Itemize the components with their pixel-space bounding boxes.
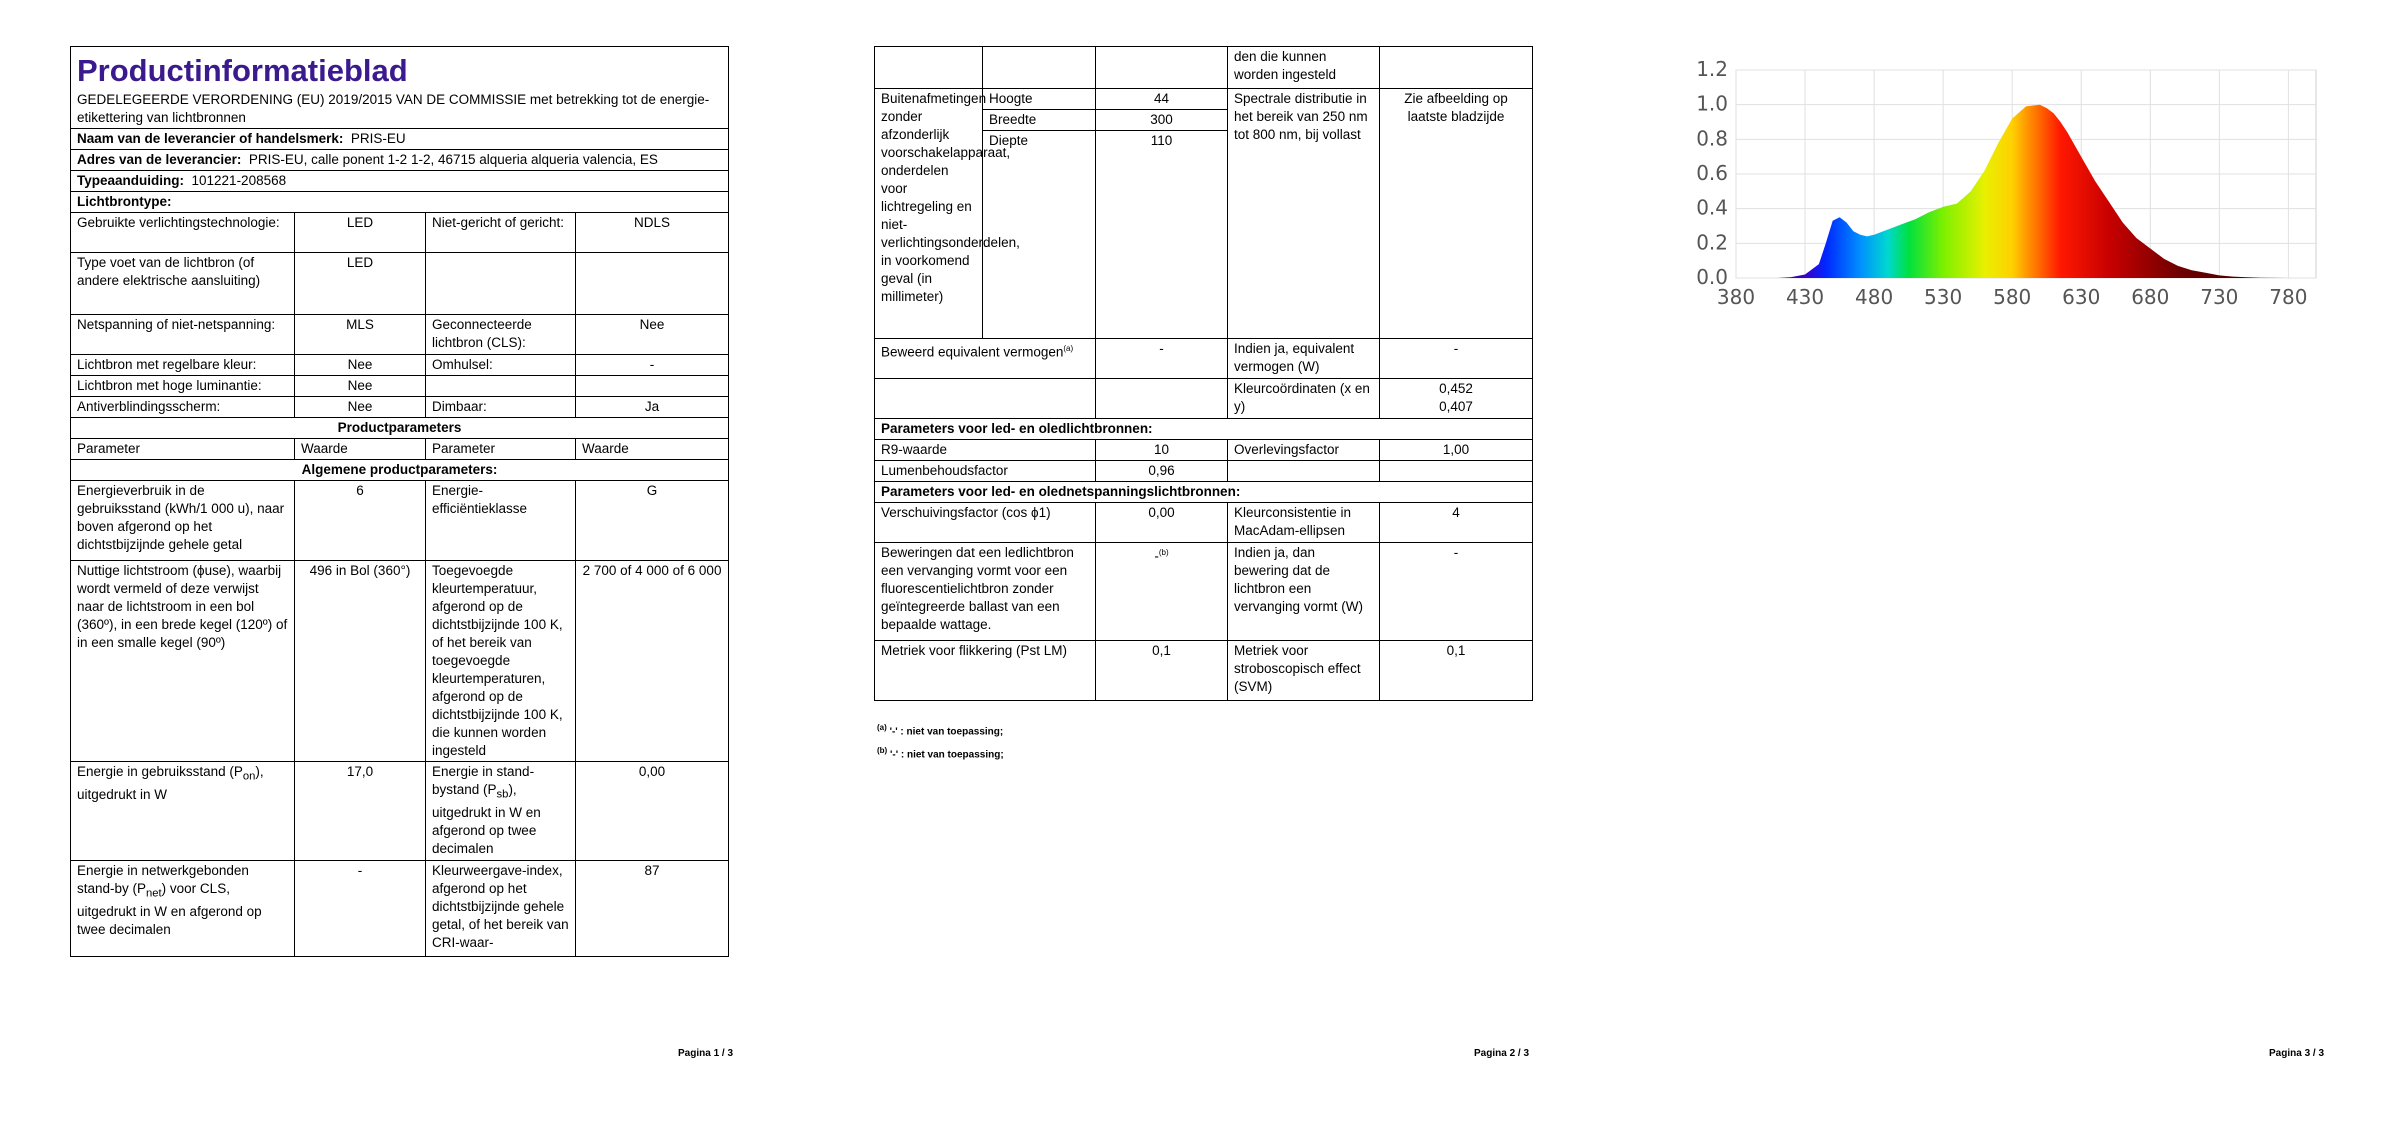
dimmable-value: Ja <box>576 397 729 418</box>
claim-label-text: Beweerd equivalent vermogen <box>881 344 1064 360</box>
psb-label-text: ), uitgedrukt in W en afgerond op twee decimalen <box>432 782 541 856</box>
survival-value: 1,00 <box>1380 440 1533 461</box>
address-value: PRIS-EU, calle ponent 1-2 1-2, 46715 alqueria alqueria valencia, ES <box>248 152 658 167</box>
pnet-label <box>71 861 295 957</box>
tech-label: Gebruikte verlichtingstechnologie: <box>71 213 295 253</box>
colour-label: Lichtbron met regelbare kleur: <box>71 355 295 376</box>
psb-value: 0,00 <box>576 762 729 861</box>
depth-value: 110 <box>1096 131 1228 339</box>
x-tick-label: 680 <box>2131 285 2170 309</box>
x-tick-label: 730 <box>2200 285 2239 309</box>
flicker-value: 0,1 <box>1096 641 1228 701</box>
footnote-b <box>877 741 1004 764</box>
cri-continued-text: den die kunnen worden ingesteld <box>1228 47 1380 89</box>
product-params-header: Productparameters <box>71 418 729 439</box>
x-tick-label: 380 <box>1716 285 1756 309</box>
empty-cell <box>875 379 1096 419</box>
col-value: Waarde <box>295 439 426 460</box>
empty-cell <box>983 47 1096 89</box>
empty-cell <box>1380 461 1533 482</box>
empty-cell <box>1096 379 1228 419</box>
pon-value: 17,0 <box>295 762 426 861</box>
page-2 <box>794 0 1588 1123</box>
lumen-label: Lumenbehoudsfactor <box>875 461 1096 482</box>
psb-label <box>426 762 576 861</box>
footnote-a-text: '-' : niet van toepassing; <box>889 726 1004 738</box>
col-param: Parameter <box>71 439 295 460</box>
type-value: 101221-208568 <box>191 173 287 188</box>
pon-label-text: Energie in gebruiksstand (P <box>77 764 243 779</box>
replace-yes-value: - <box>1380 543 1533 641</box>
supplier-row <box>71 129 729 150</box>
x-tick-label: 780 <box>2269 285 2308 309</box>
claim-value: - <box>1096 339 1228 379</box>
x-tick-label: 430 <box>1785 285 1825 309</box>
empty-cell <box>426 376 576 397</box>
envelope-value: - <box>576 355 729 376</box>
y-tick-label: 0.6 <box>1696 161 1728 185</box>
empty-cell <box>576 376 729 397</box>
highlum-value: Nee <box>295 376 426 397</box>
cct-value: 2 700 of 4 000 of 6 000 <box>576 561 729 762</box>
col-param: Parameter <box>426 439 576 460</box>
spectrum-area <box>1736 105 2288 278</box>
x-tick-label: 580 <box>1993 285 2032 309</box>
eeclass-value: G <box>576 481 729 561</box>
pnet-label-text: ) voor CLS, uitgedrukt in W en afgerond op twee decimalen <box>77 881 262 937</box>
claim-footnote-ref: (a) <box>1063 344 1074 353</box>
supplier-value: PRIS-EU <box>350 131 406 146</box>
y-tick-label: 0.4 <box>1696 195 1728 220</box>
y-tick-label: 0.2 <box>1696 230 1728 255</box>
cap-value: LED <box>295 253 426 315</box>
supplier-label: Naam van de leverancier of handelsmerk: <box>77 131 344 146</box>
dpf-label: Verschuivingsfactor (cos ϕ1) <box>875 503 1096 543</box>
page-3 <box>1588 0 2382 1123</box>
product-info-table <box>70 46 729 957</box>
flux-label: Nuttige lichtstroom (ϕuse), waarbij wordt vermeld of deze verwijst naar de lichtstroom in een bol (360º), in een brede kegel (120º) of in een smalle kegel (90º) <box>71 561 295 762</box>
empty-cell <box>1096 47 1228 89</box>
height-value: 44 <box>1096 89 1228 110</box>
survival-label: Overlevingsfactor <box>1228 440 1380 461</box>
nondir-value: NDLS <box>576 213 729 253</box>
svm-label: Metriek voor stroboscopisch effect (SVM) <box>1228 641 1380 701</box>
width-value: 300 <box>1096 110 1228 131</box>
pnet-value: - <box>295 861 426 957</box>
led-params-header: Parameters voor led- en oledlichtbronnen: <box>875 419 1533 440</box>
page-footer: Pagina 1 / 3 <box>678 1048 734 1059</box>
replace-value <box>1096 543 1228 641</box>
y-tick-label: 0.0 <box>1696 265 1728 289</box>
lightsource-type-label: Lichtbrontype: <box>71 192 729 213</box>
product-info-table-continued <box>874 46 1533 701</box>
cri-label: Kleurweergave-index, afgerond op het dichtstbijzijnde gehele getal, of het bereik van CRI-waar- <box>426 861 576 957</box>
equiv-value: - <box>1380 339 1533 379</box>
col-value: Waarde <box>576 439 729 460</box>
cap-label: Type voet van de lichtbron (of andere elektrische aansluiting) <box>71 253 295 315</box>
pon-label <box>71 762 295 861</box>
footnote-a <box>877 718 1004 741</box>
empty-cell <box>1380 47 1533 89</box>
envelope-label: Omhulsel: <box>426 355 576 376</box>
macadam-label: Kleurconsistentie in MacAdam-ellipsen <box>1228 503 1380 543</box>
pon-label-text: ), uitgedrukt in W <box>77 764 264 802</box>
equiv-label: Indien ja, equivalent vermogen (W) <box>1228 339 1380 379</box>
nondir-label: Niet-gericht of gericht: <box>426 213 576 253</box>
r9-label: R9-waarde <box>875 440 1096 461</box>
empty-cell <box>426 253 576 315</box>
flicker-label: Metriek voor flikkering (Pst LM) <box>875 641 1096 701</box>
eeclass-label: Energie-efficiëntieklasse <box>426 481 576 561</box>
dpf-value: 0,00 <box>1096 503 1228 543</box>
mains-label: Netspanning of niet-netspanning: <box>71 315 295 355</box>
y-tick-label: 1.0 <box>1696 91 1728 116</box>
flux-value: 496 in Bol (360°) <box>295 561 426 762</box>
pnet-label-text: Energie in netwerkgebonden stand-by (P <box>77 863 249 896</box>
replace-label: Beweringen dat een ledlichtbron een vervanging vormt voor een fluorescentielichtbron zonder geïntegreerde ballast van een bepaalde wattage. <box>875 543 1096 641</box>
mains-params-header: Parameters voor led- en olednetspanningslichtbronnen: <box>875 482 1533 503</box>
psb-label-text: Energie in stand-bystand (P <box>432 764 535 797</box>
pon-subscript: on <box>242 770 256 783</box>
width-label: Breedte <box>983 110 1096 131</box>
glare-label: Antiverblindingsscherm: <box>71 397 295 418</box>
address-row <box>71 150 729 171</box>
chroma-x: 0,452 <box>1439 381 1473 396</box>
spectral-value: Zie afbeelding op laatste bladzijde <box>1380 89 1533 339</box>
cri-value: 87 <box>576 861 729 957</box>
mains-value: MLS <box>295 315 426 355</box>
x-tick-label: 480 <box>1855 285 1894 309</box>
chroma-value <box>1380 379 1533 419</box>
cct-label: Toegevoegde kleurtemperatuur, afgerond op de dichtstbijzijnde 100 K, of het bereik van toegevoegde kleurtemperaturen, afgerond op de dichtstbijzijnde 100 K, die kunnen worden ingesteld <box>426 561 576 762</box>
dimmable-label: Dimbaar: <box>426 397 576 418</box>
chroma-y: 0,407 <box>1439 399 1473 414</box>
footnote-a-marker: (a) <box>877 723 887 732</box>
r9-value: 10 <box>1096 440 1228 461</box>
lumen-value: 0,96 <box>1096 461 1228 482</box>
empty-cell <box>576 253 729 315</box>
pnet-subscript: net <box>146 887 162 900</box>
page-footer: Pagina 3 / 3 <box>2269 1048 2325 1059</box>
replace-yes-label: Indien ja, dan bewering dat de lichtbron een vervanging vormt (W) <box>1228 543 1380 641</box>
regulation-text: GEDELEGEERDE VERORDENING (EU) 2019/2015 VAN DE COMMISSIE met betrekking tot de energie-etikettering van lichtbronnen <box>77 92 710 125</box>
energy-label: Energieverbruik in de gebruiksstand (kWh/1 000 u), naar boven afgerond op het dichtstbijzijnde gehele getal <box>71 481 295 561</box>
y-tick-label: 0.8 <box>1696 126 1728 151</box>
footnote-b-text: '-' : niet van toepassing; <box>890 749 1004 761</box>
empty-cell <box>875 47 983 89</box>
chart-area-layer <box>1736 105 2288 278</box>
spectral-label: Spectrale distributie in het bereik van 250 nm tot 800 nm, bij vollast <box>1228 89 1380 339</box>
depth-label: Diepte <box>983 131 1096 339</box>
height-label: Hoogte <box>983 89 1096 110</box>
colour-value: Nee <box>295 355 426 376</box>
page-footer: Pagina 2 / 3 <box>1474 1048 1530 1059</box>
chroma-label: Kleurcoördinaten (x en y) <box>1228 379 1380 419</box>
tech-value: LED <box>295 213 426 253</box>
svm-value: 0,1 <box>1380 641 1533 701</box>
macadam-value: 4 <box>1380 503 1533 543</box>
page-1 <box>0 0 794 1123</box>
replace-footnote-ref: (b) <box>1158 548 1169 557</box>
spectral-distribution-chart <box>1648 40 2328 340</box>
dims-label: Buitenafmetingen zonder afzonderlijk voorschakelapparaat, onderdelen voor lichtregeling en niet-verlichtingsonderdelen, in voorkomend geval (in millimeter) <box>875 89 983 339</box>
psb-subscript: sb <box>496 788 509 801</box>
claim-label <box>875 339 1096 379</box>
type-label: Typeaanduiding: <box>77 173 184 188</box>
replace-value-text: - <box>1154 548 1159 564</box>
glare-value: Nee <box>295 397 426 418</box>
empty-cell <box>1228 461 1380 482</box>
footnote-b-marker: (b) <box>877 746 888 756</box>
type-row <box>71 171 729 192</box>
address-label: Adres van de leverancier: <box>77 152 242 167</box>
footnotes <box>877 718 1004 765</box>
page-title: Productinformatieblad <box>77 53 408 88</box>
x-tick-label: 630 <box>2062 285 2101 309</box>
highlum-label: Lichtbron met hoge luminantie: <box>71 376 295 397</box>
x-tick-label: 530 <box>1924 285 1963 309</box>
energy-value: 6 <box>295 481 426 561</box>
cls-label: Geconnecteerde lichtbron (CLS): <box>426 315 576 355</box>
y-tick-label: 1.2 <box>1696 57 1728 81</box>
general-params-header: Algemene productparameters: <box>71 460 729 481</box>
cls-value: Nee <box>576 315 729 355</box>
